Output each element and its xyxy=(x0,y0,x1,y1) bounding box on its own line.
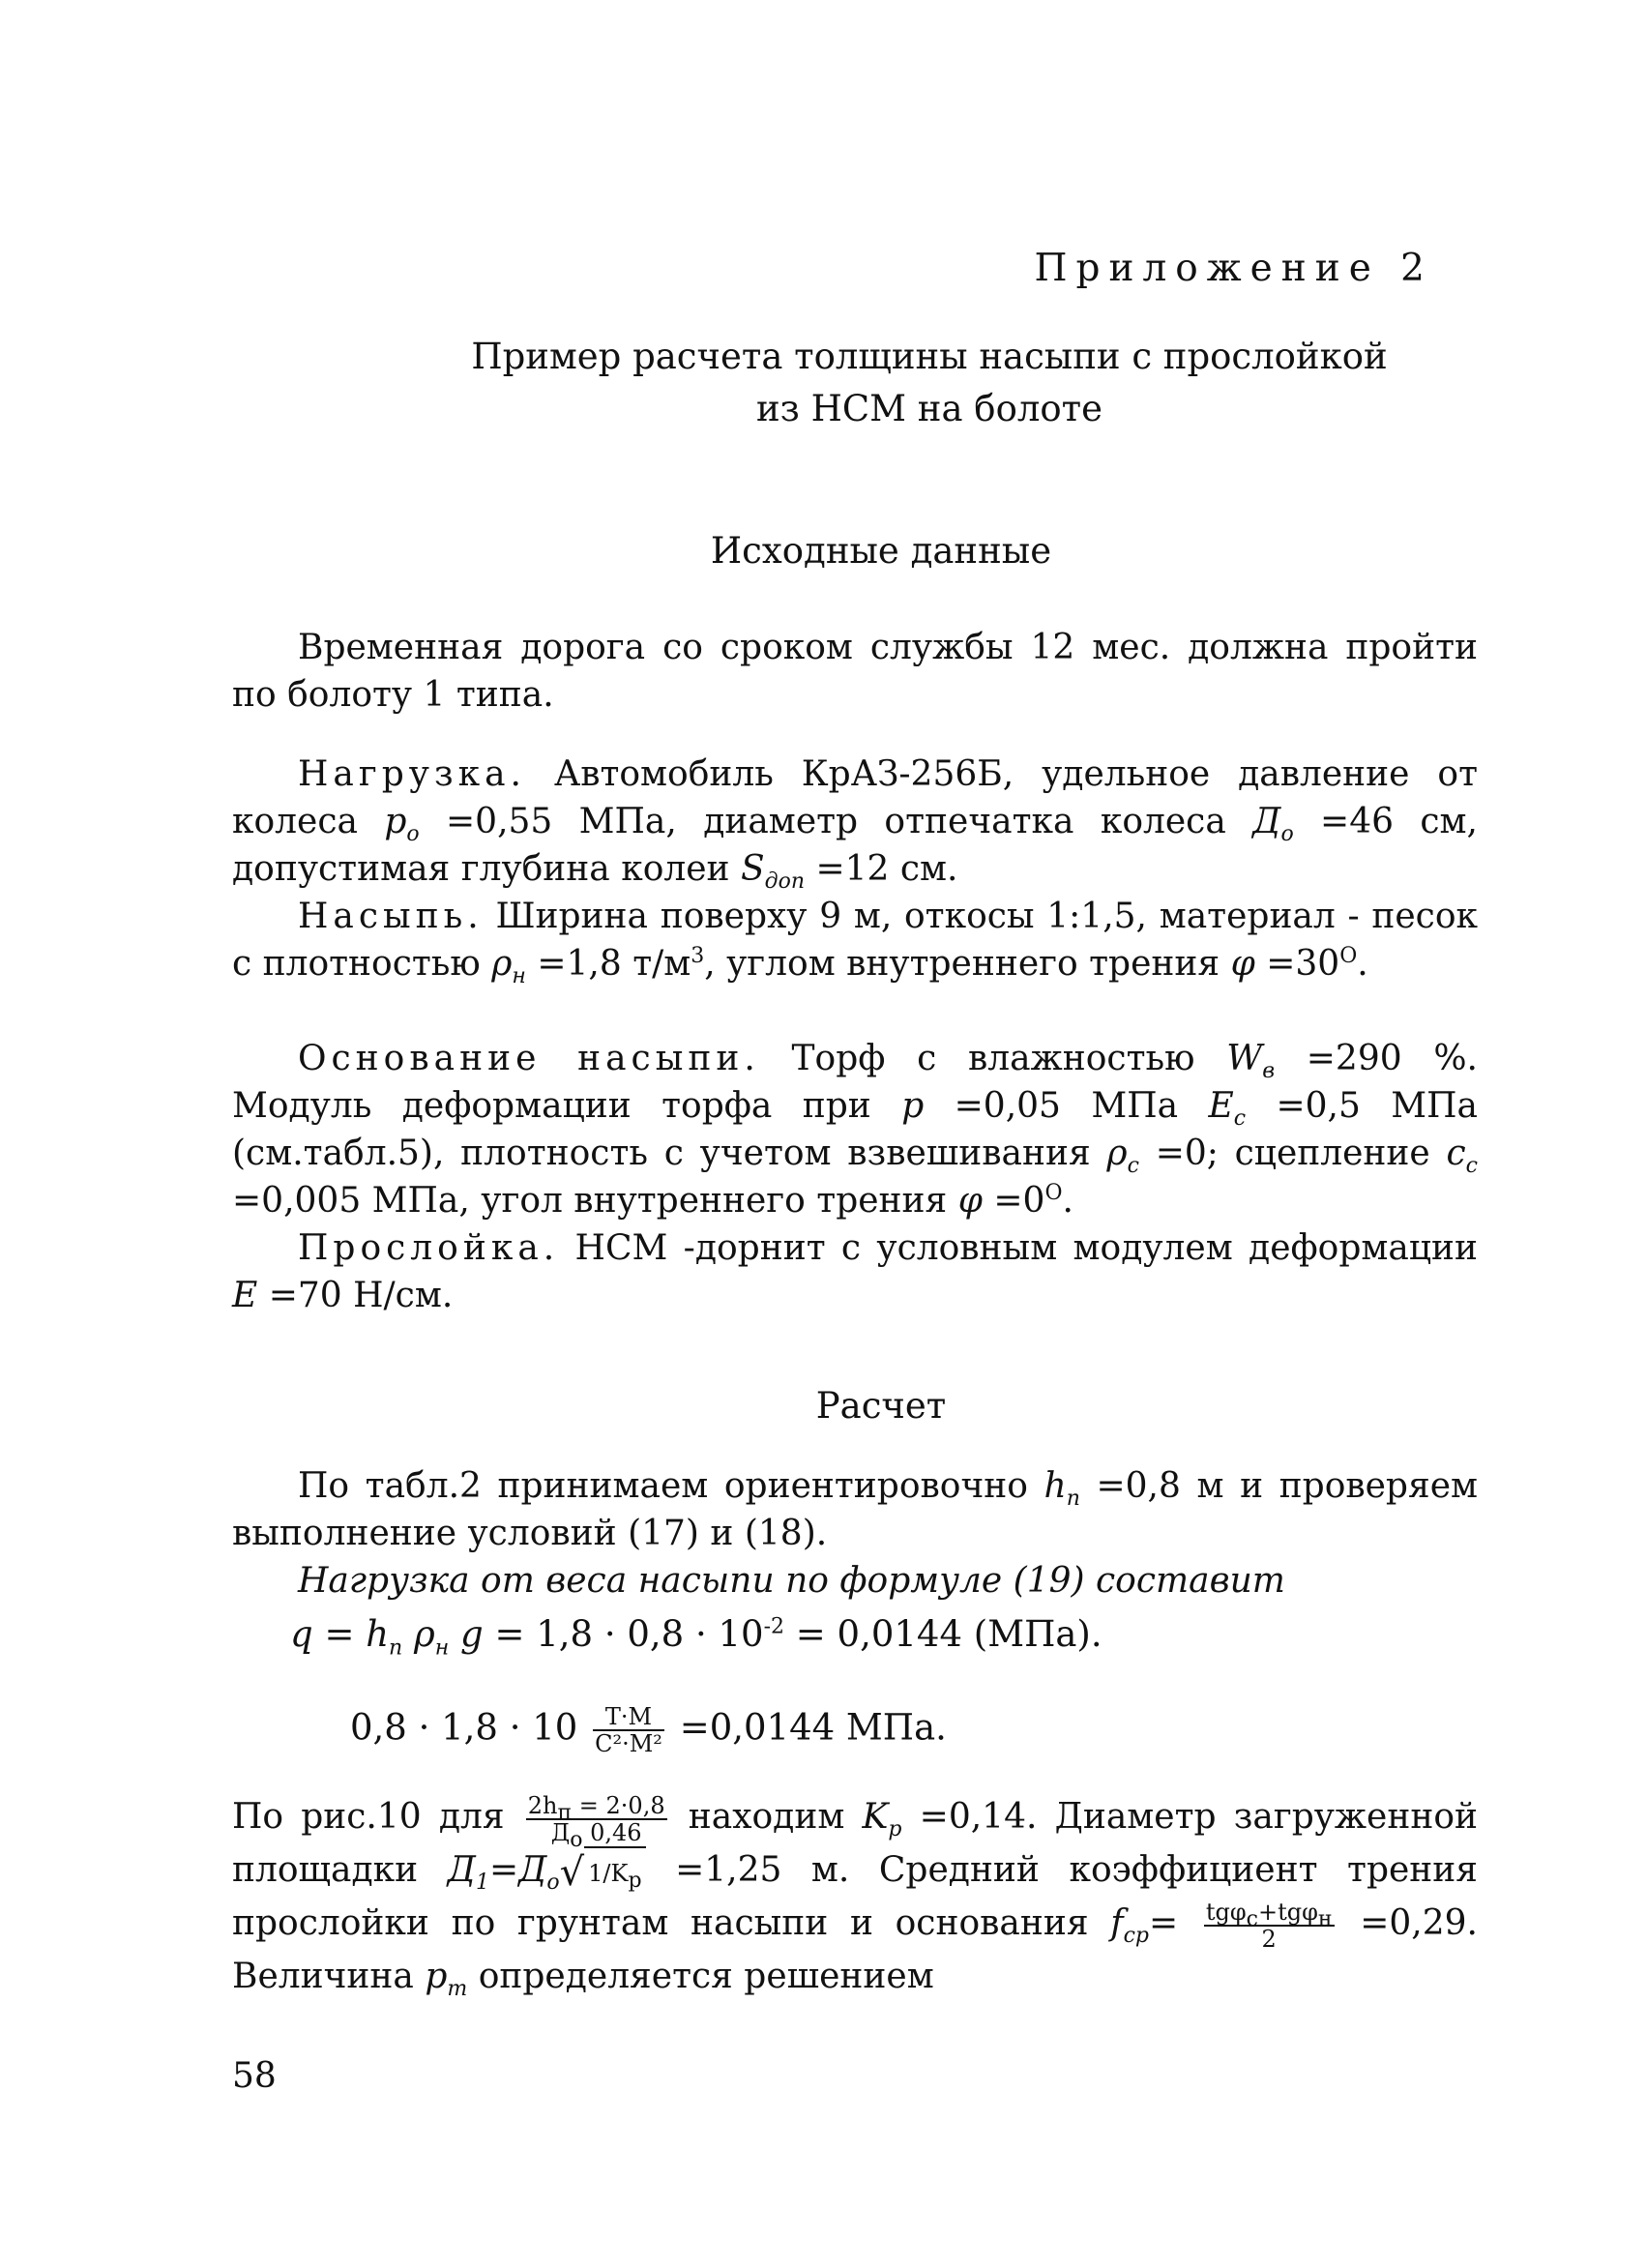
units-fraction: $\frac{Т\cdot М}{\text{С²·М²}}$ xyxy=(595,1703,662,1757)
symbol-f-avg: $f_{ср}=$ xyxy=(1110,1903,1179,1949)
symbol-hn: $h_п$ xyxy=(1043,1466,1080,1512)
page-title xyxy=(0,331,1646,435)
symbol-p: p xyxy=(901,1086,925,1126)
symbol-p0: $p_o$ xyxy=(384,802,420,847)
title-line-2: из НСМ на болоте xyxy=(755,388,1102,429)
symbol-rho-c: $\rho_c$ xyxy=(1106,1134,1139,1179)
sqrt-expression: $1/K_p$ xyxy=(584,1846,645,1899)
symbol-s-allow: $S_{доп}$ xyxy=(740,849,806,895)
initial-data-heading: Исходные данные xyxy=(710,530,1052,572)
layer-label: Прослойка. xyxy=(298,1228,560,1268)
load-label: Нагрузка. xyxy=(298,754,526,794)
appendix-label: Приложение 2 xyxy=(1034,247,1433,290)
symbol-d1: $Д_1=Д_o$ xyxy=(447,1850,560,1896)
embankment-paragraph: Насыпь. Ширина поверху 9 м, откосы 1:1,5, материал - песок с плотностью $\rho_н =1,8$ $т/м^3$, углом внутреннего трения $\varphi =30^О$. xyxy=(232,897,1478,989)
calc-paragraph-2: Нагрузка от веса насыпи по формуле (19) составит xyxy=(298,1561,1285,1601)
formula-check: 0,8 · 1,8 · 10 $\frac{Т\cdot М}{\text{С²·М²}}$ =0,0144 МПа. xyxy=(350,1703,947,1757)
calc-heading: Расчет xyxy=(815,1385,947,1427)
symbol-rho-n: $\rho_н$ xyxy=(491,944,526,989)
symbol-ec: $E_c$ xyxy=(1208,1086,1247,1132)
ratio-fraction: $\frac{2h_п = 2\cdot 0,8}{Д_o 0,46}$ xyxy=(527,1792,665,1852)
friction-fraction: $\frac{tg\varphi_c+tg\varphi_н}{2}$ xyxy=(1205,1899,1333,1953)
intro-paragraph: Временная дорога со сроком службы 12 мес. должна пройти по болоту 1 типа. xyxy=(232,628,1478,715)
symbol-pt: $p_т$ xyxy=(425,1957,468,2002)
layer-paragraph: Прослойка. НСМ -дорнит с условным модулем деформации E =70 Н/см. xyxy=(232,1228,1479,1315)
symbol-cc: $c_c$ xyxy=(1446,1134,1478,1179)
page-number: 58 xyxy=(232,2056,277,2096)
calc-paragraph-1: По табл.2 принимаем ориентировочно $h_п =0,8$ м и проверяем выполнение условий (17) и (18). xyxy=(232,1466,1478,1553)
symbol-kp: $K_p$ xyxy=(862,1797,902,1842)
symbol-e: E xyxy=(232,1276,258,1315)
symbol-w: $W_в$ xyxy=(1226,1039,1276,1084)
symbol-phi: φ xyxy=(1230,944,1255,984)
symbol-phi-base: φ xyxy=(957,1181,983,1221)
calc-paragraph-3: По рис.10 для $\frac{2h_п = 2\cdot 0,8}{Д_o 0,46}$ находим $K_p =0,14$. Диаметр загруженной площадки $Д_1=Д_o√$ $1/K_p =1,25$ м. Средний коэффициент трения прослойки по грунтам насыпи и основания $f_{ср}=$ $\frac{tg\varphi_c+tg\varphi_н}{2}$ =0,29. Величина $p_т$ определяется решением xyxy=(232,1792,1478,2002)
formula-load: $q = h_п$ $\rho_н$ $g = 1,8 \cdot 0,8 \cdot 10^{-2} = 0,0144$ (МПа). xyxy=(290,1613,1102,1661)
base-paragraph: Основание насыпи. Торф с влажностью $W_в =290$ %. Модуль деформации торфа при p =0,05 МПа $E_c =0,5$ МПа (см.табл.5), плотность с учетом взвешивания $\rho_c =0$; сцепление $c_c =0,005$ МПа, угол внутреннего трения $\varphi =0^О$. xyxy=(232,1039,1478,1221)
load-paragraph: Нагрузка. Автомобиль КрАЗ-256Б, удельное давление от колеса $p_o =0,55$ МПа, диаметр отпечатка колеса $Д_o =46$ см, допустимая глубина колеи $S_{доп} =12$ см. xyxy=(232,754,1478,895)
embankment-label: Насыпь. xyxy=(298,897,484,936)
title-line-1: Пример расчета толщины насыпи с прослойкой xyxy=(471,336,1388,377)
symbol-d0: $Д_o$ xyxy=(1252,802,1294,847)
base-label: Основание насыпи. xyxy=(298,1039,760,1078)
